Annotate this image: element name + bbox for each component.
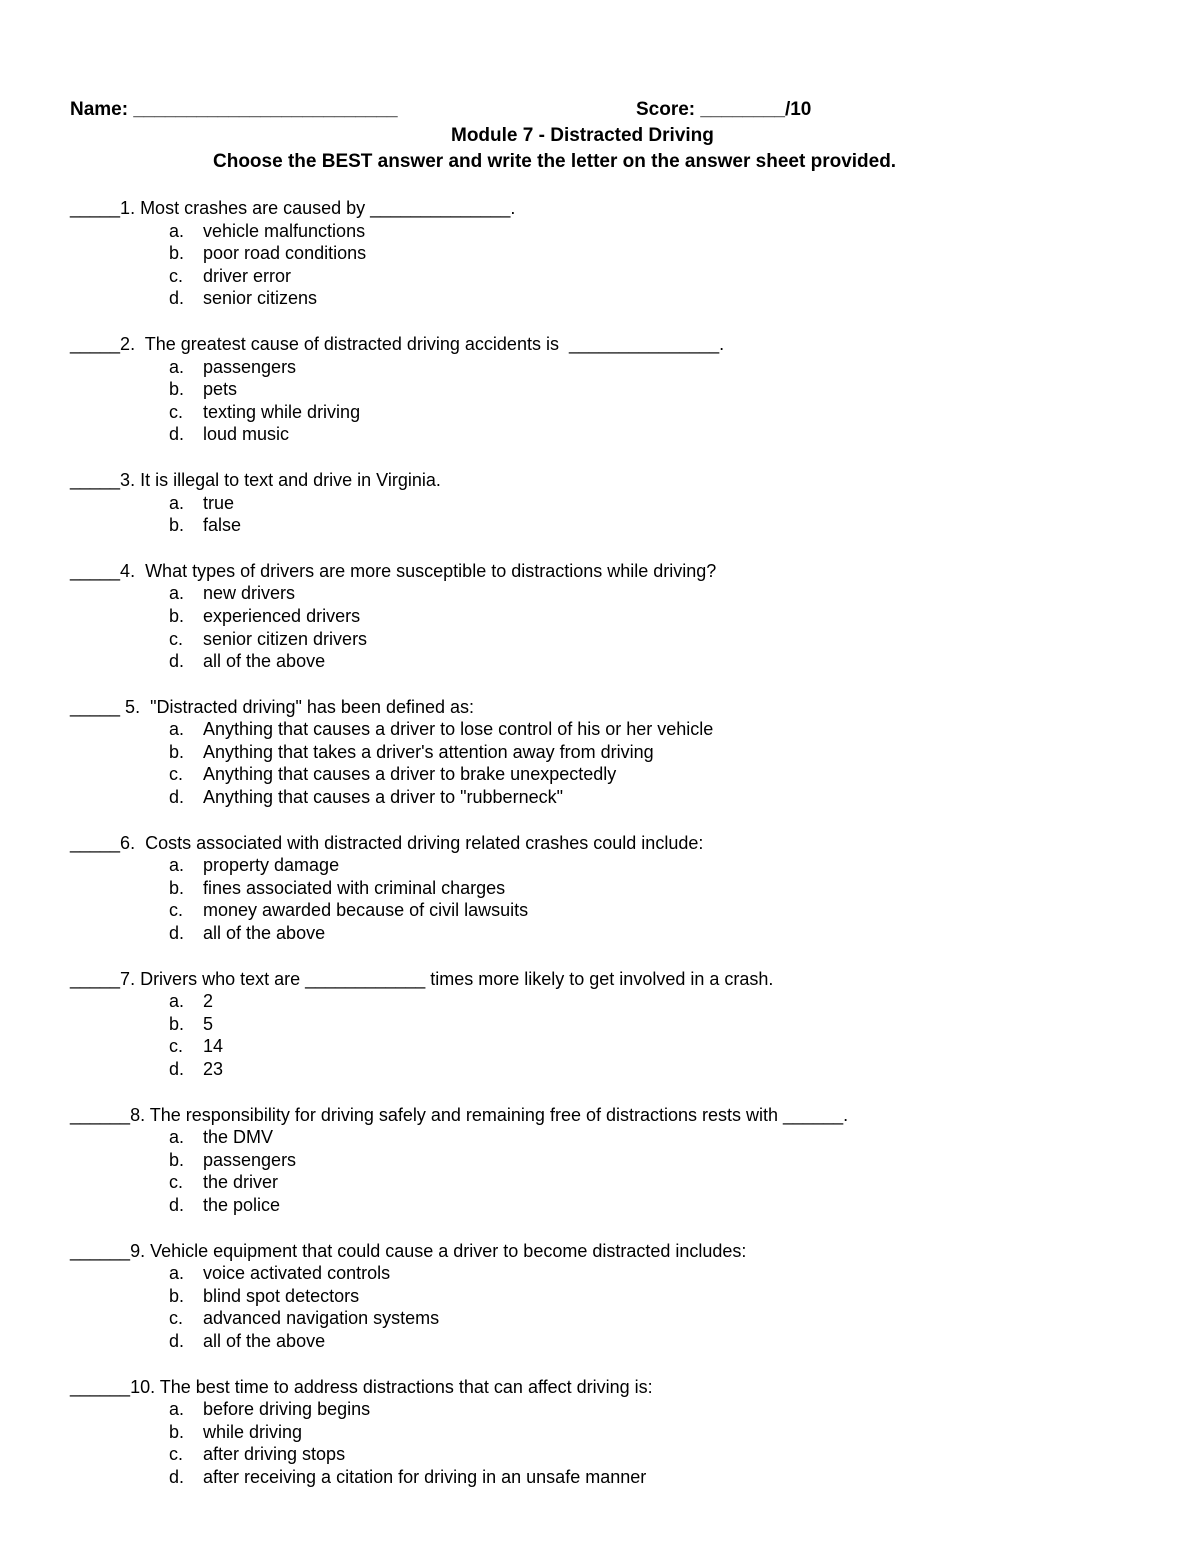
option-text: driver error [203,265,292,286]
answer-option [70,423,1150,446]
option-letter: a. [169,356,185,377]
question-stem: ______9. Vehicle equipment that could cause a driver to become distracted includes: [70,1240,747,1261]
answer-option [70,1058,1150,1081]
option-list [70,220,1150,310]
option-text: voice activated controls [203,1263,391,1284]
option-letter: b. [169,1013,185,1034]
answer-option [70,492,1150,515]
option-text: Anything that causes a driver to brake unexpectedly [203,764,617,785]
option-text: senior citizens [203,288,318,309]
option-letter: d. [169,1330,185,1351]
answer-option [70,741,1150,764]
option-text: all of the above [203,923,326,944]
option-letter: b. [169,877,185,898]
option-letter: b. [169,1149,185,1170]
answer-option [70,1194,1150,1217]
option-letter: c. [169,1444,184,1465]
question-8 [70,1104,1150,1217]
question-4 [70,560,1150,673]
answer-option [70,1330,1150,1353]
option-text: 2 [203,991,214,1012]
option-letter: a. [169,1263,185,1284]
option-list [70,718,1150,808]
answer-option [70,1421,1150,1444]
option-letter: c. [169,628,184,649]
answer-option [70,401,1150,424]
answer-option [70,1466,1150,1489]
option-letter: c. [169,1172,184,1193]
option-letter: d. [169,923,185,944]
question-list [70,197,1150,1512]
question-stem: _____1. Most crashes are caused by ______________. [70,198,516,218]
answer-option [70,1307,1150,1330]
option-letter: d. [169,1059,185,1079]
option-text: passengers [203,1149,297,1170]
option-text: false [203,515,242,536]
option-letter: d. [169,1466,185,1487]
answer-option [70,1035,1150,1058]
answer-option [70,990,1150,1013]
option-list [70,1398,1150,1488]
option-letter: d. [169,787,185,808]
option-text: the police [203,1194,281,1215]
answer-option [70,1171,1150,1194]
option-text: after receiving a citation for driving in an unsafe manner [203,1466,647,1487]
option-letter: a. [169,492,185,513]
option-text: loud music [203,424,290,445]
option-text: before driving begins [203,1399,371,1420]
answer-option [70,1149,1150,1172]
option-text: passengers [203,356,297,377]
question-1 [70,197,1150,310]
page-title: Module 7 - Distracted Driving [451,125,714,146]
question-3 [70,469,1150,537]
option-letter: a. [169,1127,185,1148]
option-text: Anything that causes a driver to lose control of his or her vehicle [203,719,714,740]
option-text: while driving [203,1421,303,1442]
option-letter: c. [169,764,184,785]
answer-option [70,899,1150,922]
answer-option [70,922,1150,945]
answer-option [70,220,1150,243]
option-letter: a. [169,855,185,876]
option-letter: a. [169,991,185,1012]
option-text: advanced navigation systems [203,1308,440,1329]
option-text: poor road conditions [203,243,367,264]
option-text: vehicle malfunctions [203,220,366,241]
question-5 [70,696,1150,809]
option-text: 14 [203,1036,224,1057]
option-letter: d. [169,424,185,445]
option-list [70,582,1150,672]
option-text: true [203,492,235,513]
answer-option [70,242,1150,265]
question-stem: ______10. The best time to address distractions that can affect driving is: [70,1376,653,1397]
option-letter: d. [169,651,185,672]
option-letter: d. [169,288,185,309]
answer-option [70,356,1150,379]
option-text: experienced drivers [203,605,361,626]
answer-option [70,378,1150,401]
option-text: senior citizen drivers [203,628,368,649]
header [70,97,1130,123]
option-list [70,854,1150,944]
name-field: Name: _________________________ [70,99,398,120]
option-text: fines associated with criminal charges [203,877,506,898]
option-list [70,990,1150,1080]
name-score-row [70,97,1130,123]
option-text: after driving stops [203,1444,346,1465]
option-letter: d. [169,1194,185,1215]
option-letter: b. [169,1421,185,1442]
question-7 [70,968,1150,1081]
option-text: Anything that causes a driver to "rubberneck" [203,787,563,808]
answer-option [70,265,1150,288]
question-9 [70,1240,1150,1353]
question-stem: _____6. Costs associated with distracted driving related crashes could include: [70,832,704,853]
answer-option [70,1398,1150,1421]
answer-option [70,1443,1150,1466]
option-letter: b. [169,379,185,400]
option-letter: a. [169,1399,185,1420]
option-letter: c. [169,401,184,422]
answer-option [70,786,1150,809]
question-stem: _____2. The greatest cause of distracted driving accidents is _______________. [70,333,725,354]
answer-option [70,1126,1150,1149]
answer-option [70,628,1150,651]
question-stem: _____3. It is illegal to text and drive in Virginia. [70,469,441,490]
option-text: pets [203,379,238,400]
option-text: blind spot detectors [203,1285,360,1306]
answer-option [70,1013,1150,1036]
score-field: Score: ________/10 [636,99,812,120]
option-text: the DMV [203,1127,274,1148]
option-letter: c. [169,1036,184,1057]
option-list [70,1126,1150,1216]
option-letter: c. [169,265,184,286]
option-text: 5 [203,1013,214,1034]
question-10 [70,1376,1150,1489]
answer-option [70,854,1150,877]
question-2 [70,333,1150,446]
option-list [70,492,1150,537]
option-letter: a. [169,719,185,740]
answer-option [70,1285,1150,1308]
question-stem: _____4. What types of drivers are more susceptible to distractions while driving? [70,560,717,581]
option-letter: b. [169,605,185,626]
option-text: property damage [203,855,340,876]
answer-option [70,650,1150,673]
option-text: Anything that takes a driver's attention away from driving [203,741,654,762]
option-text: money awarded because of civil lawsuits [203,900,529,921]
option-letter: c. [169,1308,184,1329]
option-text: 23 [203,1059,224,1079]
option-letter: b. [169,243,185,264]
question-stem: _____7. Drivers who text are ____________ times more likely to get involved in a crash. [70,968,774,989]
question-6 [70,832,1150,945]
answer-option [70,582,1150,605]
option-letter: b. [169,741,185,762]
answer-option [70,514,1150,537]
option-text: the driver [203,1172,279,1193]
instructions: Choose the BEST answer and write the letter on the answer sheet provided. [213,151,897,172]
option-list [70,356,1150,446]
option-letter: a. [169,583,185,604]
option-letter: a. [169,220,185,241]
option-text: all of the above [203,1330,326,1351]
answer-option [70,605,1150,628]
option-text: all of the above [203,651,326,672]
question-stem: ______8. The responsibility for driving safely and remaining free of distractions rests with ______. [70,1104,849,1125]
question-stem: _____ 5. "Distracted driving" has been defined as: [70,696,475,717]
option-text: texting while driving [203,401,361,422]
option-text: new drivers [203,583,296,604]
answer-option [70,877,1150,900]
answer-option [70,1262,1150,1285]
option-list [70,1262,1150,1352]
answer-option [70,718,1150,741]
answer-option [70,287,1150,310]
option-letter: b. [169,515,185,536]
option-letter: c. [169,900,184,921]
answer-option [70,763,1150,786]
option-letter: b. [169,1285,185,1306]
